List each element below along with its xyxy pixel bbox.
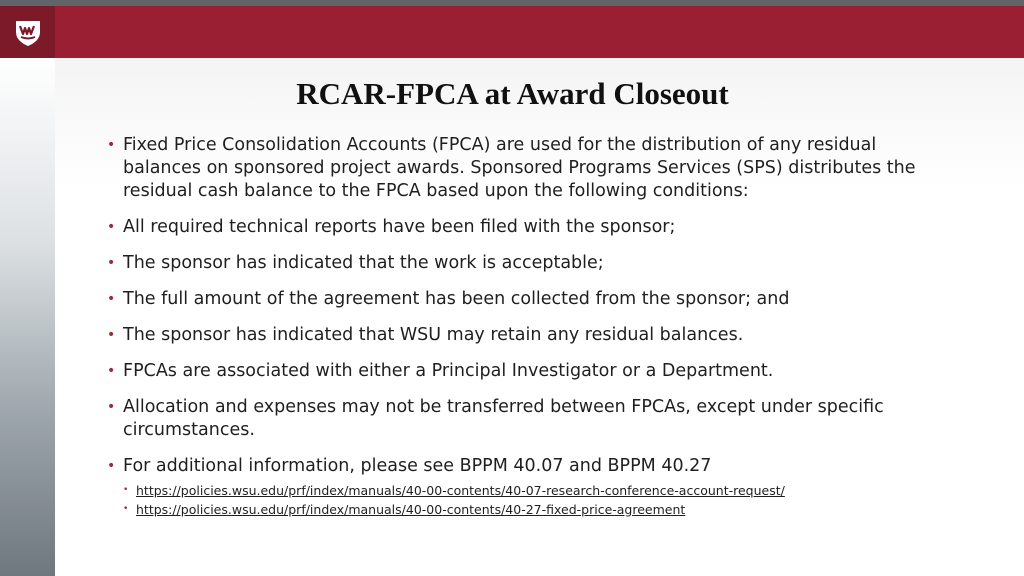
bullet-marker: • bbox=[107, 458, 116, 474]
bullet-item bbox=[106, 324, 946, 347]
bullet-text: Fixed Price Consolidation Accounts (FPCA) are used for the distribution of any residual balances on sponsored project awards. Sponsored Programs Services (SPS) distributes the residual cash balance to the FPCA based upon the following conditions: bbox=[123, 135, 916, 201]
bullet-text: For additional information, please see BPPM 40.07 and BPPM 40.27 bbox=[123, 456, 712, 476]
bullet-text: Allocation and expenses may not be transferred between FPCAs, except under specific circumstances. bbox=[123, 397, 884, 440]
bullet-item bbox=[106, 288, 946, 311]
policy-link-item bbox=[123, 500, 946, 519]
policy-link-item bbox=[123, 481, 946, 500]
bullet-item bbox=[106, 134, 946, 203]
sub-bullet-marker: • bbox=[123, 485, 129, 495]
bullet-marker: • bbox=[107, 363, 116, 379]
slide-title: RCAR-FPCA at Award Closeout bbox=[296, 76, 729, 111]
logo-box bbox=[0, 6, 55, 58]
bullet-item bbox=[106, 455, 946, 519]
bullet-text: FPCAs are associated with either a Principal Investigator or a Department. bbox=[123, 361, 774, 381]
sub-bullet-marker: • bbox=[123, 504, 129, 514]
bullet-marker: • bbox=[107, 137, 116, 153]
bullet-item bbox=[106, 216, 946, 239]
bullet-marker: • bbox=[107, 327, 116, 343]
policy-link-40-07[interactable]: https://policies.wsu.edu/prf/index/manuals/40-00-contents/40-07-research-conference-account-request/ bbox=[136, 483, 785, 498]
bullet-item bbox=[106, 360, 946, 383]
bullet-text: The sponsor has indicated that the work is acceptable; bbox=[123, 253, 604, 273]
wsu-cougar-shield-icon bbox=[12, 16, 44, 48]
side-strip bbox=[0, 58, 55, 576]
bullet-marker: • bbox=[107, 219, 116, 235]
bullet-marker: • bbox=[107, 399, 116, 415]
bullet-marker: • bbox=[107, 255, 116, 271]
policy-link-list bbox=[123, 481, 946, 519]
bullet-marker: • bbox=[107, 291, 116, 307]
bullet-text: The full amount of the agreement has been collected from the sponsor; and bbox=[123, 289, 790, 309]
header-band bbox=[0, 6, 1024, 58]
policy-link-40-27[interactable]: https://policies.wsu.edu/prf/index/manuals/40-00-contents/40-27-fixed-price-agreement bbox=[136, 502, 686, 517]
bullet-text: All required technical reports have been filed with the sponsor; bbox=[123, 217, 676, 237]
bullet-item bbox=[106, 252, 946, 275]
bullet-text: The sponsor has indicated that WSU may retain any residual balances. bbox=[123, 325, 744, 345]
bullet-item bbox=[106, 396, 946, 442]
bullet-list bbox=[106, 134, 946, 532]
